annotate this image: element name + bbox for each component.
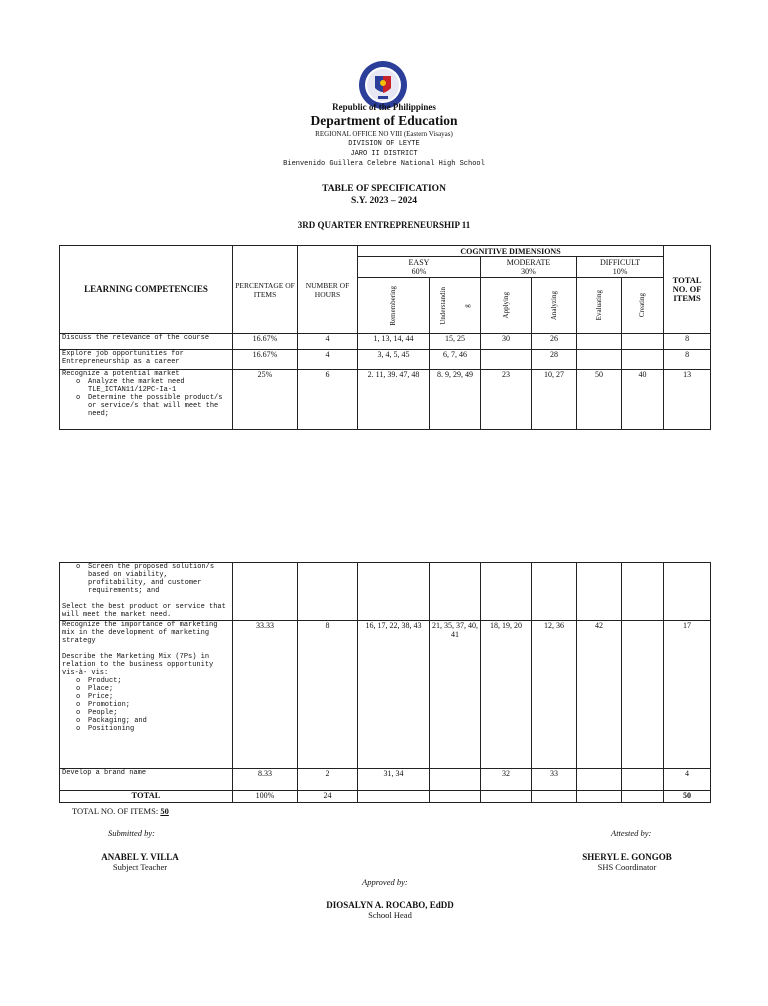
department-text: Department of Education — [310, 113, 458, 128]
header-cognitive: COGNITIVE DIMENSIONS — [358, 246, 664, 257]
applying-cell: 30 — [481, 334, 532, 350]
understanding-cell: 21, 35, 37, 40, 41 — [430, 621, 481, 769]
competency-cell: Explore job opportunities for Entrepreneurship as a career — [60, 350, 233, 370]
moderate-pct: 30% — [521, 267, 536, 276]
creating-cell: 40 — [622, 370, 664, 430]
competency-cell — [60, 621, 233, 769]
submitter-block — [80, 852, 200, 872]
moderate-label: MODERATE — [506, 258, 551, 267]
percentage-cell: 25% — [233, 370, 298, 430]
approved-by-label: Approved by: — [362, 877, 408, 887]
competency-cell — [60, 370, 233, 430]
evaluating-cell — [577, 769, 622, 791]
total-label: TOTAL — [60, 791, 233, 803]
total-cell: 17 — [664, 621, 711, 769]
understanding-label-a: Understandin — [438, 286, 447, 325]
applying-label: Applying — [501, 292, 510, 319]
header-creating — [622, 278, 664, 334]
easy-pct: 60% — [411, 267, 427, 276]
evaluating-cell — [577, 334, 622, 350]
competency-select: Select the best product or service that will meet the market need. — [62, 603, 226, 619]
empty-cell — [430, 791, 481, 803]
applying-cell — [481, 350, 532, 370]
competency-cell: Develop a brand name — [60, 769, 233, 791]
empty-cell — [577, 563, 622, 621]
attester-name: SHERYL E. GONGOB — [582, 852, 672, 862]
quarter-subject: 3RD QUARTER ENTREPRENEURSHIP 11 — [297, 220, 471, 230]
analyzing-cell: 33 — [532, 769, 577, 791]
total-cell: 13 — [664, 370, 711, 430]
percentage-cell: 16.67% — [233, 350, 298, 370]
remembering-cell: 31, 34 — [358, 769, 430, 791]
attester-role: SHS Coordinator — [597, 862, 657, 872]
empty-cell — [481, 563, 532, 621]
empty-cell — [430, 563, 481, 621]
marketing-mix-item: o Promotion; — [76, 701, 230, 709]
total-cell: 8 — [664, 334, 711, 350]
marketing-mix-list — [62, 677, 230, 733]
analyzing-cell: 26 — [532, 334, 577, 350]
specification-table-part2 — [59, 562, 711, 803]
header-evaluating — [577, 278, 622, 334]
empty-cell — [622, 791, 664, 803]
evaluating-cell: 50 — [577, 370, 622, 430]
understanding-cell: 8. 9, 29, 49 — [430, 370, 481, 430]
creating-label: Creating — [638, 293, 647, 318]
marketing-mix-item: o People; — [76, 709, 230, 717]
competency-sub-item: o Determine the possible product/s or service/s that will meet the need; — [76, 394, 230, 418]
empty-cell — [298, 563, 358, 621]
school-text: Bienvenido Guillera Celebre National High School — [283, 160, 485, 168]
hours-cell: 8 — [298, 621, 358, 769]
header-understanding — [430, 278, 481, 334]
total-hours: 24 — [298, 791, 358, 803]
table-row — [60, 370, 711, 430]
header-analyzing — [532, 278, 577, 334]
table-row — [60, 350, 711, 370]
total-cell: 8 — [664, 350, 711, 370]
hours-cell: 6 — [298, 370, 358, 430]
understanding-cell: 6, 7, 46 — [430, 350, 481, 370]
competency-sub-item: o Analyze the market need TLE_ICTAN11/12PC-Ia-1 — [76, 378, 230, 394]
submitter-name: ANABEL Y. VILLA — [101, 852, 179, 862]
analyzing-label: Analyzing — [549, 290, 558, 321]
header-competencies: LEARNING COMPETENCIES — [60, 246, 233, 334]
header-percentage: PERCENTAGE OF ITEMS — [233, 246, 298, 334]
division-text: DIVISION OF LEYTE — [348, 140, 420, 148]
total-row — [60, 791, 711, 803]
school-year: S.Y. 2023 – 2024 — [351, 196, 417, 206]
competency-main: Recognize the importance of marketing mix in the development of marketing strategy — [62, 621, 218, 645]
competency-cell: Discuss the relevance of the course — [60, 334, 233, 350]
empty-cell — [577, 791, 622, 803]
remembering-cell: 2. 11, 39. 47, 48 — [358, 370, 430, 430]
easy-label: EASY — [408, 258, 430, 267]
competency-main: Recognize a potential market — [62, 370, 180, 378]
empty-cell — [532, 563, 577, 621]
difficult-pct: 10% — [612, 267, 628, 276]
document-titles — [0, 183, 768, 231]
percentage-cell: 16.67% — [233, 334, 298, 350]
empty-cell — [481, 791, 532, 803]
submitted-by-label: Submitted by: — [108, 828, 155, 838]
evaluating-label: Evaluating — [594, 290, 603, 321]
remembering-cell: 1, 13, 14, 44 — [358, 334, 430, 350]
approver-name: DIOSALYN A. ROCABO, EdDD — [326, 900, 454, 910]
remembering-cell: 3, 4, 5, 45 — [358, 350, 430, 370]
creating-cell — [622, 350, 664, 370]
total-percentage: 100% — [233, 791, 298, 803]
understanding-cell: 15, 25 — [430, 334, 481, 350]
empty-cell — [532, 791, 577, 803]
hours-cell: 4 — [298, 334, 358, 350]
difficult-label: DIFFICULT — [599, 258, 641, 267]
empty-cell — [664, 563, 711, 621]
applying-cell: 18, 19, 20 — [481, 621, 532, 769]
applying-cell: 23 — [481, 370, 532, 430]
total-items: 50 — [664, 791, 711, 803]
marketing-mix-item: o Positioning — [76, 725, 230, 733]
competency-sub-item: o Screen the proposed solution/s based on viability, profitability, and customer requirements; and — [76, 563, 230, 595]
specification-table-part1 — [59, 245, 711, 430]
district-text: JARO II DISTRICT — [350, 150, 418, 158]
table-row — [60, 621, 711, 769]
approver-role: School Head — [368, 910, 412, 920]
table-row — [60, 563, 711, 621]
competency-desc: Describe the Marketing Mix (7Ps) in relation to the business opportunity vis-à- vis: — [62, 653, 214, 677]
header-easy — [358, 257, 481, 278]
understanding-label-b: g — [462, 303, 471, 308]
hours-cell: 2 — [298, 769, 358, 791]
header-hours: NUMBER OF HOURS — [298, 246, 358, 334]
applying-cell: 32 — [481, 769, 532, 791]
total-items-value: 50 — [160, 806, 169, 816]
header-moderate — [481, 257, 577, 278]
marketing-mix-item: o Packaging; and — [76, 717, 230, 725]
attester-block — [562, 852, 692, 872]
submitter-role: Subject Teacher — [112, 862, 168, 872]
total-items-line — [72, 806, 169, 816]
remembering-cell: 16, 17, 22, 38, 43 — [358, 621, 430, 769]
table-row — [60, 334, 711, 350]
attested-by-label: Attested by: — [611, 828, 652, 838]
marketing-mix-item: o Place; — [76, 685, 230, 693]
creating-cell — [622, 621, 664, 769]
empty-cell — [233, 563, 298, 621]
total-items-label: TOTAL NO. OF ITEMS: — [72, 806, 159, 816]
creating-cell — [622, 334, 664, 350]
analyzing-cell: 28 — [532, 350, 577, 370]
empty-cell — [358, 563, 430, 621]
percentage-cell: 33.33 — [233, 621, 298, 769]
creating-cell — [622, 769, 664, 791]
empty-cell — [358, 791, 430, 803]
marketing-mix-item: o Price; — [76, 693, 230, 701]
total-cell: 4 — [664, 769, 711, 791]
understanding-cell — [430, 769, 481, 791]
table-title: TABLE OF SPECIFICATION — [322, 184, 446, 194]
percentage-cell: 8.33 — [233, 769, 298, 791]
analyzing-cell: 12, 36 — [532, 621, 577, 769]
republic-text: Republic of the Philippines — [332, 102, 436, 112]
header-total: TOTAL NO. OF ITEMS — [664, 246, 711, 334]
approver-block — [300, 900, 480, 920]
analyzing-cell: 10, 27 — [532, 370, 577, 430]
competency-cell — [60, 563, 233, 621]
letterhead — [0, 101, 768, 169]
table-row — [60, 769, 711, 791]
empty-cell — [622, 563, 664, 621]
hours-cell: 4 — [298, 350, 358, 370]
header-remembering — [358, 278, 430, 334]
evaluating-cell — [577, 350, 622, 370]
region-text: REGIONAL OFFICE NO VIII (Eastern Visayas) — [315, 130, 453, 138]
marketing-mix-item: o Product; — [76, 677, 230, 685]
remembering-label: Remembering — [389, 285, 397, 326]
header-difficult — [577, 257, 664, 278]
evaluating-cell: 42 — [577, 621, 622, 769]
header-applying — [481, 278, 532, 334]
